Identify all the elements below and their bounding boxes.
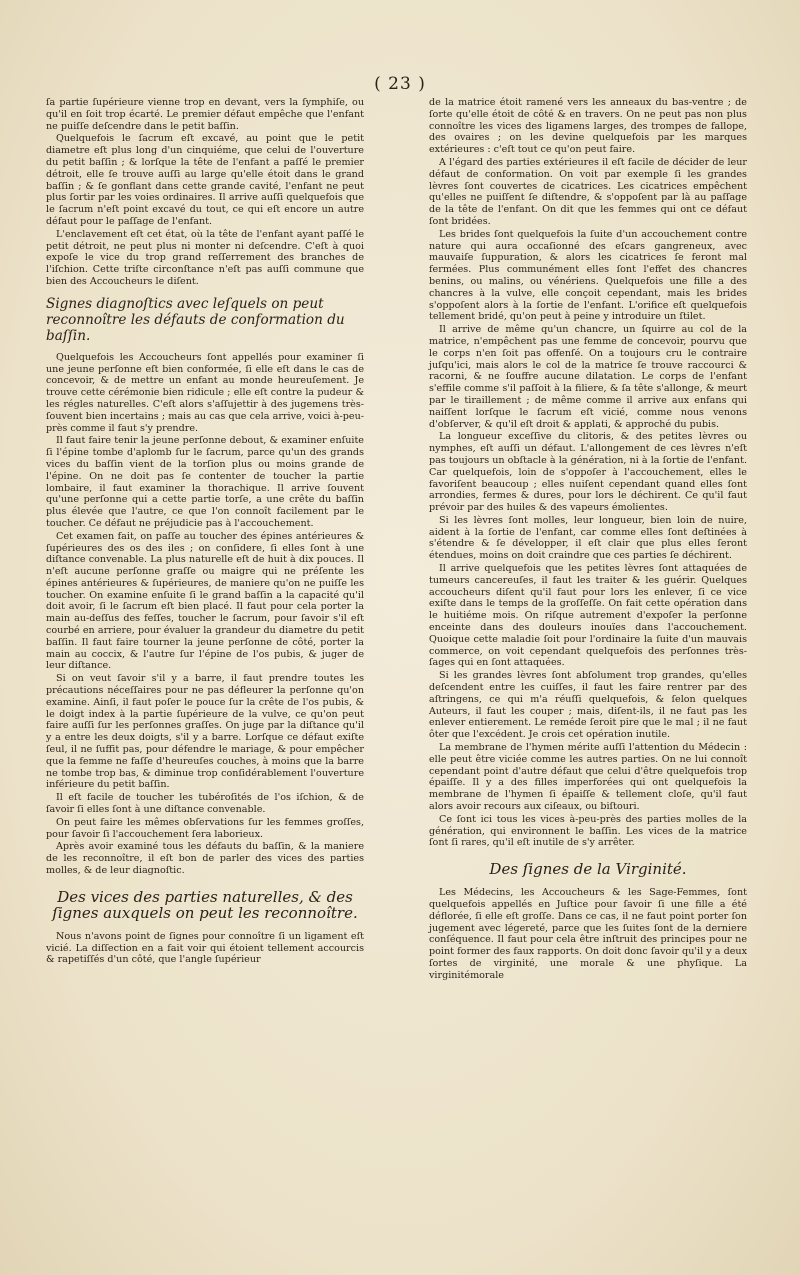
paragraph: Ce ſont ici tous les vices à-peu-près des parties molles de la génération, qui environnent le baſſin. Les vices de la matrice ſont ſi rares, qu'il eſt inutile de s'y arrêter. xyxy=(429,813,747,849)
paragraph: On peut faire les mêmes obſervations ſur les femmes groſſes, pour ſavoir ſi l'accouchement ſera laborieux. xyxy=(46,816,364,840)
paragraph: Si les grandes lèvres ſont abſolument trop grandes, qu'elles deſcendent entre les cuiſſes, il faut les faire rentrer par des aſtringens, ce qui m'a réuſſi quelquefois, & ſelon quelques Auteurs, il faut les couper ; mais, diſent-ils, il ne faut pas les enlever entierement. Le reméde ſeroit pire que le mal ; il ne faut ôter que l'excédent. Je crois cet opération inutile. xyxy=(429,670,747,741)
paragraph: Cet examen fait, on paſſe au toucher des épines antérieures & ſupérieures des os des iles ; on conſidere, ſi elles ſont à une diſtance convenable. La plus naturelle eſt de huit à dix pouces. Il n'eſt aucune perſonne graſſe ou maigre qui ne préſente les épines antérieures & ſupérieures, de maniere qu'on ne puiſſe les toucher. On examine enſuite ſi le grand baſſin a la capacité qu'il doit avoir, ſi le ſacrum eſt bien placé. Il faut pour cela porter la main au-deſſus des feſſes, toucher le ſacrum, pour ſavoir s'il eſt courbé en arriere, pour évaluer la grandeur du diametre du petit baſſin. Il faut faire tourner la jeune perſonne de côté, porter la main au coccix, & l'autre ſur l'épine de l'os pubis, & juger de leur diſtance. xyxy=(46,530,364,672)
paragraph: ſa partie ſupérieure vienne trop en devant, vers la ſymphiſe, ou qu'il en ſoit trop écarté. Le premier défaut empêche que l'enfant ne puiſſe deſcendre dans le petit baſſin. xyxy=(46,97,364,132)
section-heading: Des ſignes de la Virginité. xyxy=(489,860,687,879)
paragraph: L'enclavement eſt cet état, où la tête de l'enfant ayant paſſé le petit détroit, ne peut plus ni monter ni deſcendre. C'eſt à quoi expoſe le vice du trop grand reſſerrement des branches de l'iſchion. Cette triſte circonſtance n'eſt pas auſſi commune que bien des Accoucheurs le diſent. xyxy=(46,228,364,287)
paragraph: La membrane de l'hymen mérite auſſi l'attention du Médecin : elle peut être viciée comme les autres parties. On ne lui connoît cependant point d'autre défaut que celui d'être quelquefois trop épaiſſe. Il y a des filles imperforées qui ont quelquefois la membrane de l'hymen ſi épaiſſe & tellement cloſe, qu'il faut alors avoir recours aux ciſeaux, ou biſtouri. xyxy=(429,742,747,813)
right-column xyxy=(429,97,747,983)
section-heading: Des vices des parties naturelles, & des ſignes auxquels on peut les reconnoître. xyxy=(52,887,358,922)
paragraph: Quelquefois le ſacrum eſt excavé, au point que le petit diametre eſt plus long d'un cinquiéme, que celui de l'ouverture du petit baſſin ; & lorſque la tête de l'enfant a paſſé le premier détroit, elle ſe trouve auſſi au large qu'elle étoit dans le grand baſſin ; & ſe gonflant dans cette grande cavité, l'enfant ne peut plus ſortir par les voies ordinaires. Il arrive auſſi quelquefois que le ſacrum n'eſt point excavé du tout, ce qui eſt encore un autre défaut pour le paſſage de l'enfant. xyxy=(46,133,364,227)
left-column xyxy=(46,97,364,967)
paragraph: Il arrive quelquefois que les petites lèvres ſont attaquées de tumeurs cancereuſes, il faut les traiter & les guérir. Quelques accoucheurs diſent qu'il faut pour lors les enlever, ſi ce vice exiſte dans le temps de la groſſeſſe. On fait cette opération dans le huitiéme mois. On riſque autrement d'expoſer la perſonne enceinte dans des douleurs inouïes dans l'accouchement. Quoique cette maladie ſoit pour l'ordinaire la ſuite d'un mauvais commerce, on voit cependant quelquefois des perſonnes très-ſages qui en ſont attaquées. xyxy=(429,563,747,669)
page-number: ( 23 ) xyxy=(374,74,426,94)
paragraph: A l'égard des parties extérieures il eſt facile de décider de leur défaut de conformation. On voit par exemple ſi les grandes lèvres ſont couvertes de cicatrices. Les cicatrices empêchent qu'elles ne puiſſent ſe diſtendre, & s'oppoſent par là au paſſage de la tête de l'enfant. On dit que les femmes qui ont ce défaut ſont bridées. xyxy=(429,156,747,227)
paragraph: Il faut faire tenir la jeune perſonne debout, & examiner enſuite ſi l'épine tombe d'aplomb ſur le ſacrum, parce qu'un des grands vices du baſſin vient de la torſion plus ou moins grande de l'épine. On ne doit pas ſe contenter de toucher la partie lombaire, il faut examiner la thorachique. Il arrive ſouvent qu'une perſonne qui a cette partie torſe, a une crête du baſſin plus élevée que l'autre, ce que l'on connoît facilement par le toucher. Ce défaut ne préjudicie pas à l'accouchement. xyxy=(46,435,364,529)
paragraph: Les Médecins, les Accoucheurs & les Sage-Femmes, ſont quelquefois appellés en Juſtice pour ſavoir ſi une fille a été déflorée, ſi elle eſt groſſe. Dans ce cas, il ne faut point porter ſon jugement avec légereté, parce que les ſuites ſont de la derniere conſéquence. Il faut pour cela être inſtruit des principes pour ne point former des faux rapports. On doit donc ſavoir qu'il y a deux ſortes de virginité, une morale & une phyſique. La virginitémorale xyxy=(429,887,747,981)
paragraph: Si les lèvres ſont molles, leur longueur, bien loin de nuire, aident à la ſortie de l'enfant, car comme elles ſont deſtinées à s'étendre & ſe développer, il eſt clair que plus elles ſeront étendues, moins on doit craindre que ces parties ſe déchirent. xyxy=(429,514,747,562)
paragraph: Il arrive de même qu'un chancre, un ſquirre au col de la matrice, n'empêchent pas une femme de concevoir, pourvu que le corps n'en ſoit pas offenſé. On a toujours cru le contraire juſqu'ici, mais alors le col de la matrice ſe trouve raccourci & racorni, & ne ſouffre aucune dilatation. Le corps de l'enfant s'effile comme s'il paſſoit à la filiere, & ſa tête s'allonge, & meurt par le tiraillement ; de même comme il arrive aux enfans qui naiſſent lorſque le ſacrum eſt vicié, comme nous venons d'obſerver, & qu'il eſt droit & applati, & approché du pubis. xyxy=(429,324,747,430)
paragraph: Si on veut ſavoir s'il y a barre, il faut prendre toutes les précautions néceſſaires pour ne pas défleurer la perſonne qu'on examine. Ainſi, il faut poſer le pouce ſur la crête de l'os pubis, & le doigt index à la partie ſupérieure de la vulve, ce qu'on peut faire auſſi ſur les perſonnes graſſes. On juge par la diſtance qu'il y a entre les deux doigts, s'il y a barre. Lorſque ce défaut exiſte ſeul, il ne ſuffit pas, pour défendre le mariage, & pour empêcher que la femme ne faſſe d'heureuſes couches, à moins que la barre ne tombe trop bas, & diminue trop conſidérablement l'ouverture inférieure du petit baſſin. xyxy=(46,673,364,791)
paragraph: La longueur exceſſive du clitoris, & des petites lèvres ou nymphes, eſt auſſi un défaut. L'allongement de ces lèvres n'eſt pas toujours un obſtacle à la génération, ni à la ſortie de l'enfant. Car quelquefois, loin de s'oppoſer à l'accouchement, elles le favoriſent beaucoup ; elles nuiſent cependant quand elles ſont arrondies, fermes & dures, pour lors le déchirent. Ce qu'il faut prévoir par des huiles & des vapeurs émolientes. xyxy=(429,431,747,514)
paragraph: Il eſt facile de toucher les tubéroſités de l'os iſchion, & de ſavoir ſi elles ſont à une diſtance convenable. xyxy=(46,792,364,816)
paragraph: de la matrice étoit ramené vers les anneaux du bas-ventre ; de ſorte qu'elle étoit de côté & en travers. On ne peut pas non plus connoître les vices des ligamens larges, des trompes de fallope, des ovaires ; on les devine quelquefois par les marques extérieures : c'eſt tout ce qu'on peut faire. xyxy=(429,97,747,156)
paragraph: Les brides ſont quelquefois la ſuite d'un accouchement contre nature qui aura occaſionné des eſcars gangreneux, avec mauvaiſe ſuppuration, & alors les cicatrices ſe feront mal fermées. Plus communément elles ſont l'effet des chancres benins, ou malins, ou vénériens. Quelquefois une fille a des chancres à la vulve, elle conçoit cependant, mais les brides s'oppoſent alors à la ſortie de l'enfant. L'orifice eſt quelquefois tellement bridé, qu'on peut à peine y introduire un ſtilet. xyxy=(429,228,747,323)
paragraph: Nous n'avons point de ſignes pour connoître ſi un ligament eſt vicié. La diſſection en a fait voir qui étoient tellement accourcis & rapetiſſés d'un côté, que l'angle ſupérieur xyxy=(46,930,364,966)
paragraph: Quelquefois les Accoucheurs ſont appellés pour examiner ſi une jeune perſonne eſt bien conformée, ſi elle eſt dans le cas de concevoir, & de mettre un enfant au monde heureuſement. Je trouve cette cérémonie bien ridicule ; elle eſt contre la pudeur & les régles naturelles. C'eſt alors s'aſſujettir à des jugemens très-ſouvent bien incertains ; mais au cas que cela arrive, voici à-peu-près comme il faut s'y prendre. xyxy=(46,351,364,434)
paragraph: Après avoir examiné tous les défauts du baſſin, & la maniere de les reconnoître, il eſt bon de parler des vices des parties molles, & de leur diagnoſtic. xyxy=(46,841,364,877)
section-heading: Signes diagnoſtics avec leſquels on peut reconnoître les défauts de conformation du baſſin. xyxy=(46,295,345,344)
